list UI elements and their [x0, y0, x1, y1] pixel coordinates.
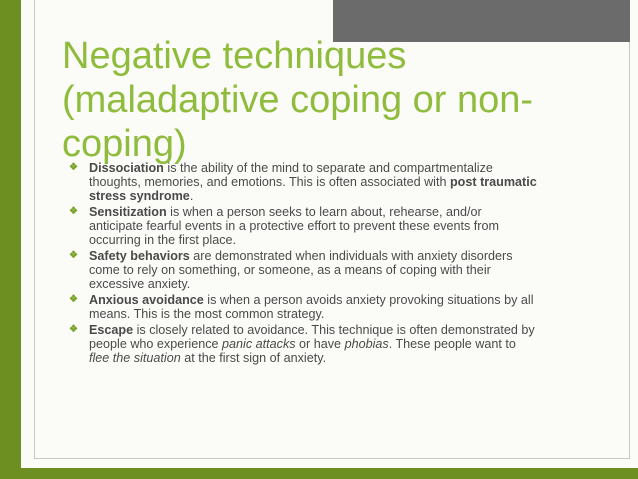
bullet-text: at the first sign of anxiety. — [180, 351, 327, 365]
list-item — [69, 249, 539, 291]
bullet-icon: ❖ — [69, 162, 78, 173]
bullet-text: is closely related to avoidance. This technique is often demonstrated by people who experience — [89, 323, 535, 351]
bullet-list — [69, 161, 539, 367]
bullet-text: . These people want to — [388, 337, 516, 351]
bullet-text: is the ability of the mind to separate and compartmentalize thoughts, memories, and emotions. This is often associated with — [89, 161, 493, 189]
bullet-term: Escape — [89, 323, 134, 337]
bullet-term: Sensitization — [89, 205, 167, 219]
bullet-text: is when a person avoids anxiety provoking situations by all means. This is the most common strategy. — [89, 293, 534, 321]
bullet-text: . — [189, 189, 194, 203]
bullet-icon: ❖ — [69, 206, 78, 217]
bullet-icon: ❖ — [69, 324, 78, 335]
bullet-text: is when a person seeks to learn about, rehearse, and/or anticipate fearful events in a protective effort to prevent these events from occurring in the first place. — [89, 205, 499, 247]
list-item — [69, 293, 539, 321]
bullet-icon: ❖ — [69, 250, 78, 261]
bullet-term: Safety behaviors — [89, 249, 190, 263]
bullet-term: Anxious avoidance — [89, 293, 204, 307]
bullet-italic: flee the situation — [89, 351, 181, 365]
bullet-emphasis: post traumatic stress syndrome — [89, 175, 537, 203]
bullet-icon: ❖ — [69, 294, 78, 305]
list-item — [69, 161, 539, 203]
bullet-italic: phobias — [344, 337, 389, 351]
list-item — [69, 323, 539, 365]
bullet-text: are demonstrated when individuals with anxiety disorders come to rely on something, or someone, as a means of coping with their excessive anxiety. — [89, 249, 513, 291]
bullet-term: Dissociation — [89, 161, 164, 175]
bullet-italic: panic attacks — [222, 337, 296, 351]
bullet-text: or have — [295, 337, 345, 351]
list-item — [69, 205, 539, 247]
slide-title: Negative techniques (maladaptive coping or non-coping) — [62, 35, 534, 165]
